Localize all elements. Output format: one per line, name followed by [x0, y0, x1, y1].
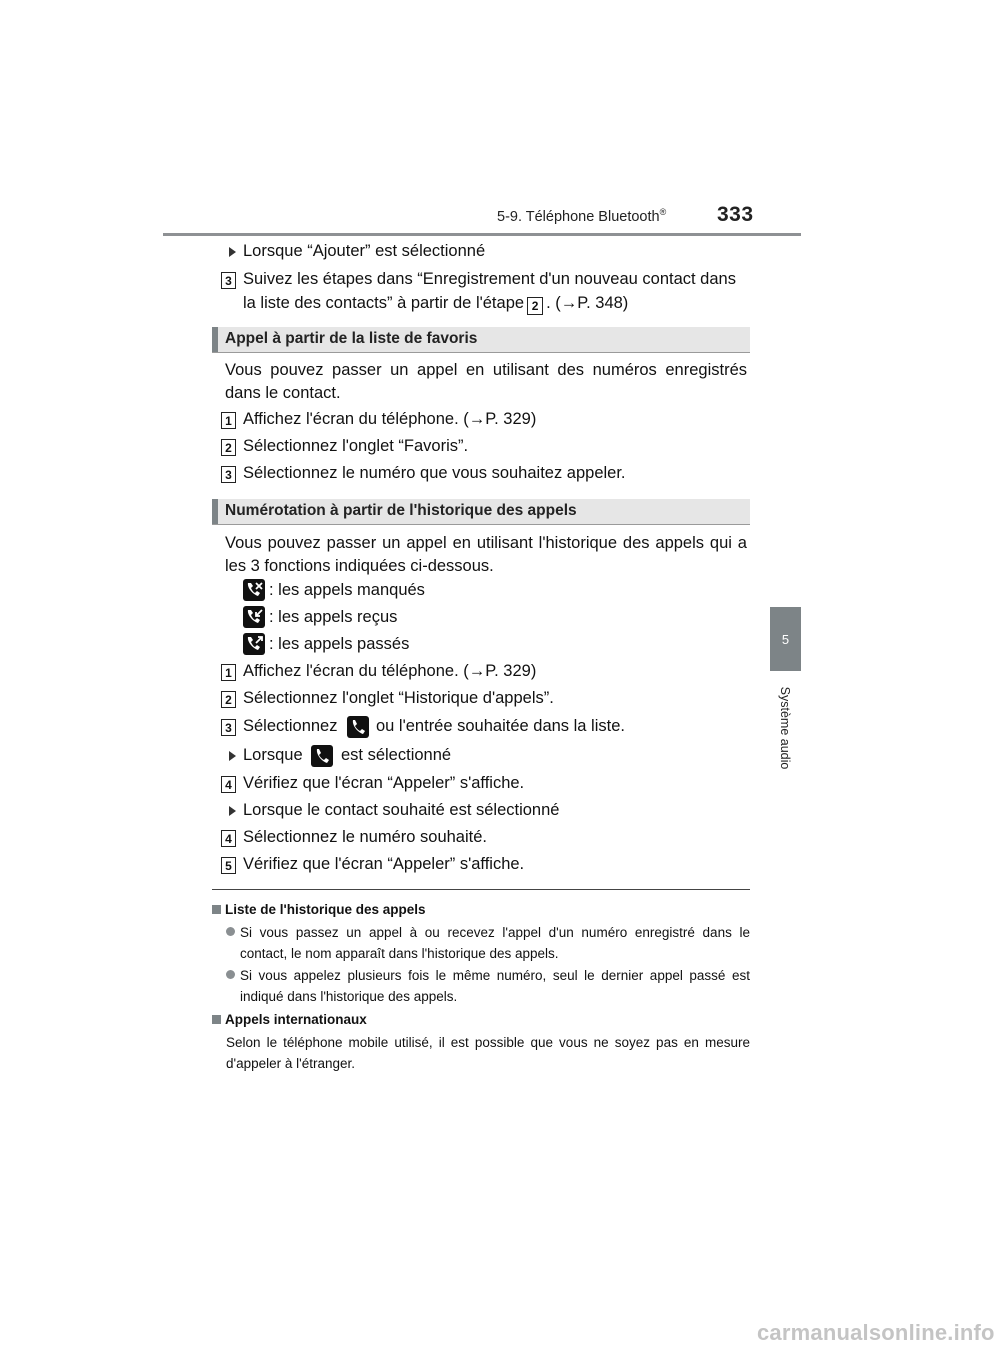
icon-legend-text: : les appels manqués	[269, 581, 425, 599]
note-title: Appels internationaux	[212, 1012, 367, 1027]
condition-text-continued: est sélectionné	[341, 746, 452, 764]
step-text: Affichez l'écran du téléphone. (→P. 329)	[243, 662, 537, 680]
bullet-icon	[226, 970, 235, 979]
condition-arrow-icon	[229, 247, 236, 257]
section-heading-historique: Numérotation à partir de l'historique des appels	[212, 499, 750, 525]
favoris-description: Vous pouvez passer un appel en utilisant des numéros enregistrés dans le contact.	[225, 361, 747, 402]
phone-icon	[311, 745, 333, 767]
step-number: 3	[221, 272, 236, 289]
step-number: 4	[221, 776, 236, 793]
step-reference: 2	[527, 297, 543, 315]
step-text: Sélectionnez l'onglet “Favoris”.	[243, 437, 469, 455]
step-number: 3	[221, 719, 236, 736]
step-number: 4	[221, 830, 236, 847]
condition-arrow-icon	[229, 806, 236, 816]
step-number: 5	[221, 857, 236, 874]
step-number: 1	[221, 664, 236, 681]
chapter-title: 5-9. Téléphone Bluetooth®	[497, 207, 667, 225]
step-text-continued: ou l'entrée souhaitée dans la liste.	[376, 717, 625, 735]
condition-text: Lorsque “Ajouter” est sélectionné	[243, 242, 486, 260]
note-paragraph: Selon le téléphone mobile utilisé, il est possible que vous ne soyez pas en mesure d'appeler à l'étranger.	[226, 1035, 750, 1071]
step-text: Vérifiez que l'écran “Appeler” s'affiche.	[243, 855, 525, 873]
icon-legend-text: : les appels passés	[269, 635, 410, 653]
step-text: Affichez l'écran du téléphone. (→P. 329)	[243, 410, 537, 428]
step-text-continued: la liste des contacts” à partir de l'étape 2 . (→P. 348)	[243, 294, 629, 313]
missed-call-icon	[243, 579, 265, 601]
step-number: 2	[221, 439, 236, 456]
step-number: 2	[221, 691, 236, 708]
header-divider	[163, 233, 801, 236]
icon-legend-text: : les appels reçus	[269, 608, 398, 626]
page-number: 333	[717, 203, 754, 226]
step-number: 1	[221, 412, 236, 429]
heading-bar	[212, 327, 218, 352]
historique-description: Vous pouvez passer un appel en utilisant l'historique des appels qui a les 3 fonctions indiquées ci-dessous.	[225, 534, 747, 575]
step-text: Sélectionnez l'onglet “Historique d'appels”.	[243, 689, 554, 707]
step-number: 3	[221, 466, 236, 483]
notes-divider	[212, 889, 750, 890]
condition-arrow-icon	[229, 751, 236, 761]
condition-text: Lorsque le contact souhaité est sélectionné	[243, 801, 560, 819]
step-text: Sélectionnez	[243, 717, 338, 735]
bullet-icon	[226, 927, 235, 936]
phone-icon	[347, 716, 369, 738]
outgoing-call-icon	[243, 633, 265, 655]
section-heading-favoris: Appel à partir de la liste de favoris	[212, 327, 750, 353]
chapter-tab[interactable]: 5	[770, 607, 801, 671]
step-text: Sélectionnez le numéro que vous souhaitez appeler.	[243, 464, 626, 482]
step-text: Vérifiez que l'écran “Appeler” s'affiche.	[243, 774, 525, 792]
step-text: Suivez les étapes dans “Enregistrement d'un nouveau contact dans	[243, 270, 736, 288]
heading-bar	[212, 499, 218, 524]
note-square-icon	[212, 905, 221, 914]
note-title: Liste de l'historique des appels	[212, 902, 426, 917]
condition-text: Lorsque	[243, 746, 303, 764]
note-bullet-text: Si vous appelez plusieurs fois le même numéro, seul le dernier appel passé est indiqué dans l'historique des appels.	[240, 968, 750, 1004]
step-text: Sélectionnez le numéro souhaité.	[243, 828, 487, 846]
watermark: carmanualsonline.info	[757, 1320, 995, 1345]
incoming-call-icon	[243, 606, 265, 628]
note-square-icon	[212, 1015, 221, 1024]
chapter-tab-label: Système audio	[778, 686, 792, 770]
note-bullet-text: Si vous passez un appel à ou recevez l'appel d'un numéro enregistré dans le contact, le nom apparaît dans l'historique des appels.	[240, 925, 750, 961]
